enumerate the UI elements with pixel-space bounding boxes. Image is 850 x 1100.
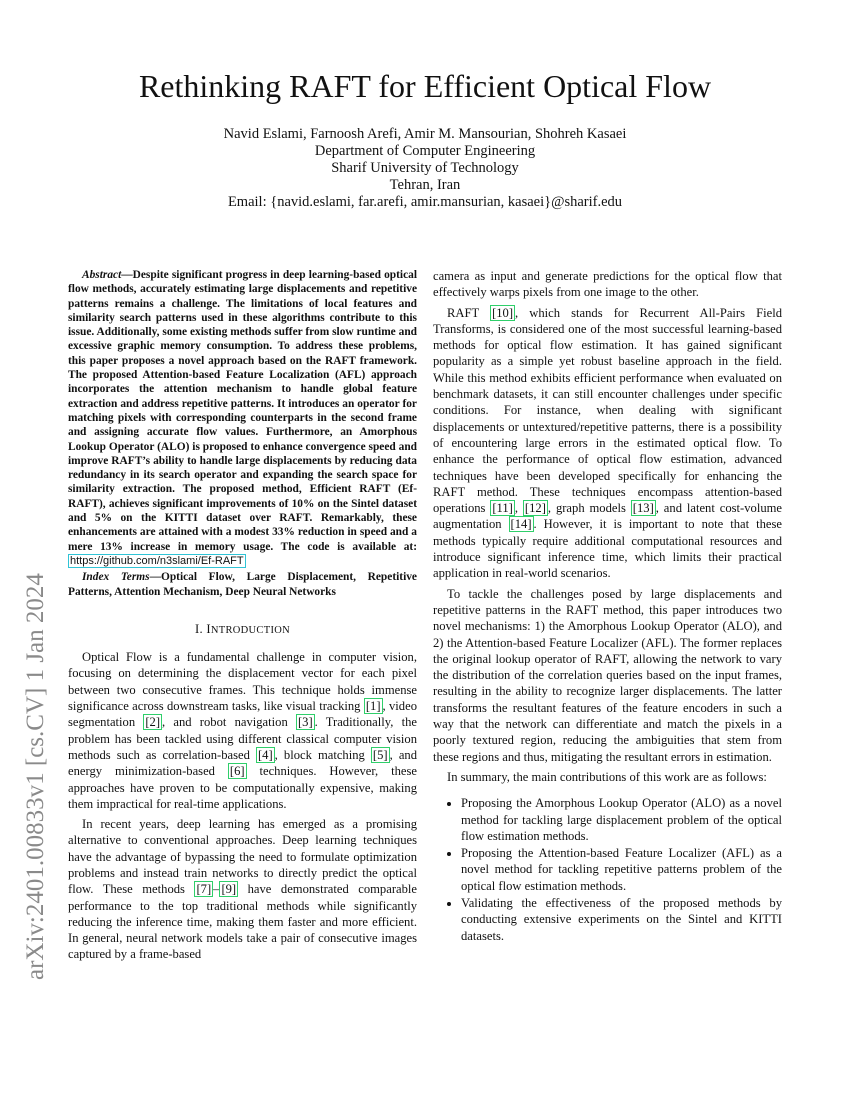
list-item: • Validating the effectiveness of the proposed methods by conducting extensive experiments on the Sintel and KITTI datasets. — [461, 895, 782, 944]
author-university: Sharif University of Technology — [331, 160, 519, 176]
contributions-list — [433, 795, 782, 944]
author-block — [0, 126, 850, 211]
citation-link[interactable]: [6] — [229, 764, 245, 779]
citation-link[interactable]: [4] — [257, 747, 273, 762]
intro-paragraph-mechanisms: To tackle the challenges posed by large displacements and repetitive patterns in the RAFT method, this paper introduces two novel mechanisms: 1) the Amorphous Lookup Operator (ALO), and 2) the Attention-based Feature Localizer (AFL). The former replaces the original lookup operator of RAFT, allowing the network to vary the distribution of the correlation queries based on the input frames, resulting in the ability to recognize larger displacements. The latter transforms the resultant features of the feature encoders in such a way that the network can differentiate and match the pixels in a poorly textured region, reducing the ambiguities that stem from these regions and thus, mitigating the resultant errors in estimation. — [433, 586, 782, 764]
citation-link[interactable]: [2] — [145, 715, 161, 730]
abstract — [68, 268, 417, 568]
code-url-link[interactable]: https://github.com/n3slami/Ef-RAFT — [70, 554, 244, 567]
index-terms — [68, 570, 417, 599]
right-column — [433, 268, 782, 945]
left-column — [68, 268, 417, 963]
section-heading-introduction — [68, 621, 417, 639]
abstract-label: Abstract — [82, 269, 122, 281]
intro-paragraph-raft: RAFT [10] , which stands for Recurrent All-Pairs Field Transforms, is considered one of the most successful learning-based methods for optical flow estimation. It has gained significant popularity as a simple yet robust baseline approach in the field. While this method exhibits efficient performance when evaluated on benchmark datasets, it can still encounter challenges under specific conditions. For instance, when dealing with significant displacements or untextured/repetitive patterns, there is a possibility of encountering large errors in the estimated optical flow. To enhance the performance of optical flow estimation, advanced techniques have been developed specifically for enhancing the RAFT method. These techniques encompass attention-based operations [11] , [12] , graph models [13] , and latent cost-volume augmentation [14] . However, it is important to note that these methods typically require additional computational resources and introduce significant inference time, which limits their practical application in real-world scenarios. — [433, 305, 782, 581]
intro-paragraph-continued: camera as input and generate predictions for the optical flow that effectively warps pixels from one image to the other. — [433, 269, 782, 300]
author-location: Tehran, Iran — [389, 177, 461, 193]
index-terms-text: —Optical Flow, Large Displacement, Repetitive Patterns, Attention Mechanism, Deep Neural Networks — [68, 571, 417, 598]
author-names: Navid Eslami, Farnoosh Arefi, Amir M. Mansourian, Shohreh Kasaei — [223, 126, 627, 142]
citation-link[interactable]: [10] — [492, 305, 514, 320]
list-item: • Proposing the Attention-based Feature Localizer (AFL) as a novel method for tackling repetitive patterns problem of the optical flow estimation methods. — [461, 845, 782, 894]
section-number: I. I — [194, 621, 211, 636]
index-terms-label: Index Terms — [82, 571, 150, 584]
section-title: NTRODUCTION — [210, 624, 291, 636]
citation-link[interactable]: [1] — [365, 699, 381, 714]
paper-title: Rethinking RAFT for Efficient Optical Flow — [138, 68, 712, 104]
list-item: • Proposing the Amorphous Lookup Operator (ALO) as a novel method for tackling large displacement problem of the optical flow estimation methods. — [461, 795, 782, 844]
citation-link[interactable]: [11] — [492, 501, 513, 516]
author-department: Department of Computer Engineering — [314, 143, 536, 159]
citation-link[interactable]: [13] — [632, 501, 654, 516]
citation-link[interactable]: [5] — [372, 747, 388, 762]
arxiv-stamp: arXiv:2401.00833v1 [cs.CV] 1 Jan 2024 — [22, 573, 49, 980]
citation-link[interactable]: [12] — [524, 501, 546, 516]
abstract-text: —Despite significant progress in deep learning-based optical flow methods, accurately estimating large displacements and repetitive patterns remains a challenge. The limitations of local features and similarity search patterns used in these algorithms contribute to this issue. Additionally, some existing methods suffer from slow runtime and excessive graphic memory consumption. To address these problems, this paper proposes a novel approach based on the RAFT framework. The proposed Attention-based Feature Localization (AFL) approach incorporates the attention mechanism to handle global feature extraction and address repetitive patterns. It introduces an operator for matching pixels with corresponding counterparts in the second frame and assigning accurate flow values. Furthermore, an Amorphous Lookup Operator (ALO) is proposed to enhance convergence speed and improve RAFT’s ability to handle large displacements by reducing data redundancy in its search operator and expanding the search space for similarity extraction. The proposed method, Efficient RAFT (Ef-RAFT), achieves significant improvements of 10% on the Sintel dataset and 5% on the KITTI dataset over RAFT. Remarkably, these enhancements are attained with a modest 33% reduction in speed and a mere 13% increase in memory usage. The code is available at: — [68, 269, 417, 553]
author-email: Email: {navid.eslami, far.arefi, amir.mansurian, kasaei}@sharif.edu — [227, 194, 623, 210]
intro-paragraph-1: Optical Flow is a fundamental challenge in computer vision, focusing on determining the displacement vector for each pixel between two consecutive frames. This technique holds immense significance across downstream tasks, like visual tracking [1] , video segmentation [2] , and robot navigation [3] . Traditionally, the problem has been tackled using different classical computer vision methods such as correlation-based [4] , block matching [5] , and energy minimization-based [6] techniques. However, these approaches have proven to be computationally expensive, making them impractical for real-time applications. — [68, 650, 418, 811]
intro-paragraph-summary: In summary, the main contributions of this work are as follows: — [447, 769, 767, 784]
intro-paragraph-2: In recent years, deep learning has emerged as a promising alternative to conventional approaches. Deep learning techniques have the advantage of bypassing the need to formulate optimization problems and instead train networks to directly predict the optical flow. These methods [7] – [9] have demonstrated comparable performance to the top traditional methods while significantly reducing the inference time, making them faster and more efficient. In general, neural network models take a pair of consecutive images captured by a frame-based — [68, 817, 417, 962]
citation-link[interactable]: [9] — [221, 882, 237, 897]
citation-link[interactable]: [7] — [196, 882, 212, 897]
citation-link[interactable]: [3] — [297, 715, 313, 730]
citation-link[interactable]: [14] — [510, 517, 532, 532]
